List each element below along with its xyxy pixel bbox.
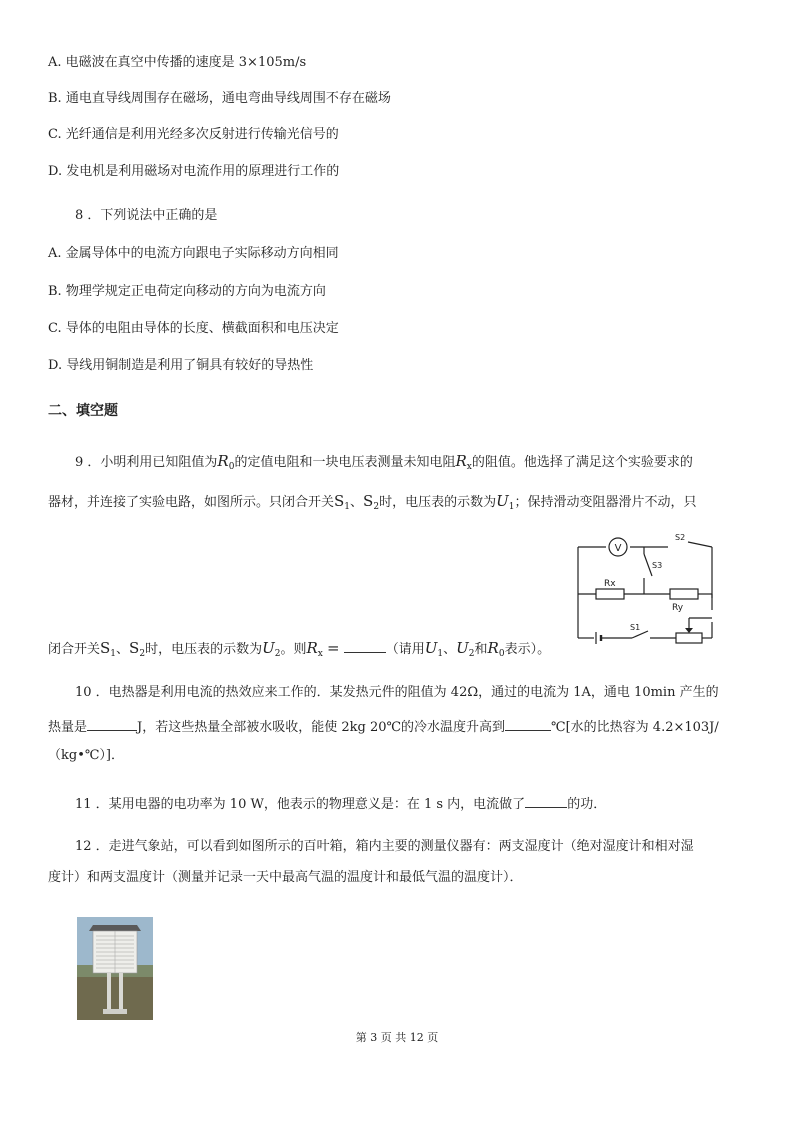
answer-blank[interactable] <box>344 638 386 653</box>
s-letter: S <box>100 639 111 657</box>
q10-text: ℃[水的比热容为 4.2×103J/ <box>551 720 719 735</box>
s2-subscript: 2 <box>139 649 146 659</box>
s2-symbol <box>363 492 379 510</box>
q9-text: 和 <box>474 642 488 657</box>
u-letter: U <box>456 639 469 657</box>
rx-symbol <box>455 452 471 470</box>
voltmeter-label: V <box>614 543 622 554</box>
q9-text: 时，电压表的示数为 <box>379 495 497 510</box>
resistor-rx <box>596 589 624 599</box>
q10-line-1: 10 ．电热器是利用电流的热效应来工作的．某发热元件的阻值为 42Ω，通过的电流为 1A，通电 10min 产生的 <box>75 685 719 700</box>
q9-line-3 <box>48 638 550 663</box>
q7-option-c: C. 光纤通信是利用光经多次反射进行传输光信号的 <box>48 127 339 142</box>
s1-symbol <box>334 492 350 510</box>
q7-option-d: D. 发电机是利用磁场对电流作用的原理进行工作的 <box>48 164 340 179</box>
r-letter: R <box>487 639 499 657</box>
s1-subscript: 1 <box>110 649 117 659</box>
r0-subscript: 0 <box>498 649 505 659</box>
q8-option-a: A. 金属导体中的电流方向跟电子实际移动方向相同 <box>48 246 339 261</box>
q11-text: 的功． <box>567 797 607 812</box>
s-letter: S <box>363 492 374 510</box>
q10-text: 热量是 <box>48 720 88 735</box>
s-letter: S <box>129 639 140 657</box>
s1-symbol <box>100 639 116 657</box>
q9-line-2 <box>48 492 696 516</box>
box-base <box>103 1009 127 1014</box>
q10-line-2 <box>48 716 719 737</box>
r0-symbol <box>488 639 505 657</box>
q7-option-b: B. 通电直导线周围存在磁场，通电弯曲导线周围不存在磁场 <box>48 91 391 106</box>
q9-text: 的定值电阻和一块电压表测量未知电阻 <box>234 455 456 470</box>
rx-subscript: x <box>466 462 472 472</box>
q9-text: 、 <box>443 642 457 657</box>
answer-blank[interactable] <box>525 793 567 808</box>
q11-line <box>75 793 606 814</box>
box-roof <box>89 925 141 931</box>
s1-subscript: 1 <box>344 502 351 512</box>
q9-text: 9 ．小明利用已知阻值为 <box>75 455 218 470</box>
u2-symbol <box>262 639 280 657</box>
s2-subscript: 2 <box>373 502 380 512</box>
r-letter: R <box>306 639 318 657</box>
q9-text: 器材，并连接了实验电路，如图所示。只闭合开关 <box>48 495 335 510</box>
switch-s1-blade <box>632 631 648 638</box>
q8-option-b: B. 物理学规定正电荷定向移动的方向为电流方向 <box>48 284 326 299</box>
q9-text: 闭合开关 <box>48 642 101 657</box>
u1-subscript: 1 <box>437 649 444 659</box>
r-letter: R <box>455 452 467 470</box>
rx-subscript: x <box>317 649 323 659</box>
box-leg <box>107 973 111 1013</box>
q8-option-d: D. 导线用铜制造是利用了铜具有较好的导热性 <box>48 358 314 373</box>
q9-text: 的阻值。他选择了满足这个实验要求的 <box>471 455 693 470</box>
u1-subscript: 1 <box>508 502 515 512</box>
slider-arrow <box>685 628 693 633</box>
u-letter: U <box>496 492 509 510</box>
u2-subscript: 2 <box>468 649 475 659</box>
page-footer: 第 3 页 共 12 页 <box>355 1031 439 1044</box>
u1-symbol <box>496 492 514 510</box>
answer-blank[interactable] <box>505 716 551 731</box>
u1-symbol <box>425 639 443 657</box>
q12-line-1: 12 ．走进气象站，可以看到如图所示的百叶箱，箱内主要的测量仪器有：两支湿度计（绝对湿度计和相对湿 <box>75 839 694 854</box>
box-leg <box>119 973 123 1013</box>
resistor-ry <box>670 589 698 599</box>
q9-text: 、 <box>116 642 130 657</box>
q11-text: 11 ．某用电器的电功率为 10 W，他表示的物理意义是：在 1 s 内，电流做了 <box>75 797 526 812</box>
circuit-diagram <box>572 532 716 644</box>
q9-text: 、 <box>350 495 364 510</box>
louver-box-photo <box>77 917 153 1020</box>
r-letter: R <box>217 452 229 470</box>
s1-label: S1 <box>630 623 641 632</box>
q9-text: （请用 <box>385 642 425 657</box>
r0-subscript: 0 <box>228 462 235 472</box>
q9-text: 表示）。 <box>504 642 551 657</box>
ry-label: Ry <box>672 603 684 613</box>
q8-stem: 8 ．下列说法中正确的是 <box>75 208 218 223</box>
q12-line-2: 度计）和两支温度计（测量并记录一天中最高气温的温度计和最低气温的温度计）． <box>48 870 523 885</box>
rx-label: Rx <box>604 579 616 589</box>
switch-s2-blade <box>688 542 712 547</box>
q10-text: J，若这些热量全部被水吸收，能使 2kg 20℃的冷水温度升高到 <box>137 720 506 735</box>
rx-symbol <box>306 639 322 657</box>
rheostat <box>676 633 702 643</box>
q8-option-c: C. 导体的电阻由导体的长度、横截面积和电压决定 <box>48 321 339 336</box>
u-letter: U <box>424 639 438 657</box>
answer-blank[interactable] <box>87 716 137 731</box>
u2-subscript: 2 <box>274 649 281 659</box>
s-letter: S <box>334 492 345 510</box>
u2-symbol <box>456 639 474 657</box>
q9-line-1 <box>75 452 693 476</box>
switch-s3-blade <box>644 554 652 576</box>
section-title: 二、填空题 <box>48 403 118 419</box>
s2-symbol <box>129 639 145 657</box>
equals-sign: = <box>327 639 340 657</box>
s3-label: S3 <box>652 561 663 570</box>
q9-text: 时，电压表的示数为 <box>145 642 263 657</box>
q9-text: ；保持滑动变阻器滑片不动，只 <box>514 495 697 510</box>
s2-label: S2 <box>675 533 686 542</box>
q10-line-3: （kg•℃）]． <box>48 748 124 763</box>
q9-text: 。则 <box>280 642 307 657</box>
u-letter: U <box>262 639 275 657</box>
q7-option-a: A. 电磁波在真空中传播的速度是 3×105m/s <box>48 55 307 70</box>
r0-symbol <box>217 452 234 470</box>
